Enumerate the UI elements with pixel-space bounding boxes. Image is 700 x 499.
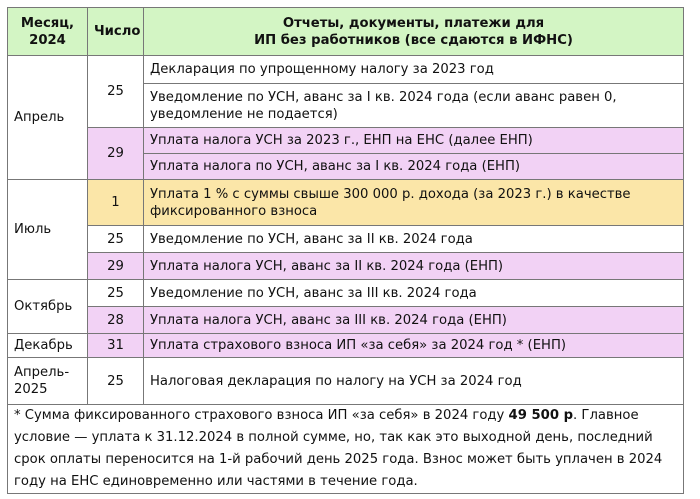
tax-calendar-table <box>7 7 684 494</box>
event-cell: Налоговая декларация по налогу на УСН за 2024 год <box>144 358 684 405</box>
table-row <box>8 226 684 253</box>
table-row <box>8 56 684 84</box>
description-column-header <box>144 8 684 56</box>
table-row <box>8 334 684 358</box>
event-cell: Уведомление по УСН, аванс за I кв. 2024 года (если аванс равен 0, уведомление не подается) <box>144 84 684 128</box>
footnote-text-end: . Главное условие — уплата к 31.12.2024 в полной сумме, но, так как это выходной день, последний срок оплаты переносится на 1-й рабочий день 2025 года. Взнос может быть уплачен в 2024 году на ЕНС единовременно или частями в течение года. <box>14 408 663 489</box>
event-cell: Декларация по упрощенному налогу за 2023 год <box>144 56 684 84</box>
event-cell: Уведомление по УСН, аванс за III кв. 2024 года <box>144 280 684 307</box>
event-cell: Уплата налога УСН, аванс за II кв. 2024 года (ЕНП) <box>144 253 684 280</box>
day-cell: 29 <box>88 128 144 180</box>
event-cell: Уплата 1 % с суммы свыше 300 000 р. дохода (за 2023 г.) в качестве фиксированного взноса <box>144 180 684 226</box>
day-cell: 25 <box>88 358 144 405</box>
footnote-row <box>8 405 684 494</box>
month-cell-december: Декабрь <box>8 334 88 358</box>
day-cell: 29 <box>88 253 144 280</box>
day-cell: 25 <box>88 226 144 253</box>
table-row <box>8 358 684 405</box>
month-column-header: Месяц, 2024 <box>8 8 88 56</box>
event-cell: Уплата налога по УСН, аванс за I кв. 2024 года (ЕНП) <box>144 154 684 180</box>
description-header-line-1: Отчеты, документы, платежи для <box>282 15 545 31</box>
footnote-text-start: * Сумма фиксированного страхового взноса ИП «за себя» в 2024 году <box>14 408 509 423</box>
table-row <box>8 307 684 334</box>
month-cell-april: Апрель <box>8 56 88 180</box>
event-cell: Уплата налога УСН, аванс за III кв. 2024 года (ЕНП) <box>144 307 684 334</box>
day-column-header: Число <box>88 8 144 56</box>
table-row <box>8 180 684 226</box>
day-cell: 31 <box>88 334 144 358</box>
description-header-line-2: ИП без работников (все сдаются в ИФНС) <box>254 32 573 48</box>
day-cell: 25 <box>88 56 144 128</box>
day-cell: 1 <box>88 180 144 226</box>
table-row <box>8 253 684 280</box>
event-cell: Уплата страхового взноса ИП «за себя» за 2024 год * (ЕНП) <box>144 334 684 358</box>
footnote-amount: 49 500 р <box>508 408 574 423</box>
table-row <box>8 128 684 154</box>
event-cell: Уведомление по УСН, аванс за II кв. 2024 года <box>144 226 684 253</box>
table-row <box>8 280 684 307</box>
footnote <box>8 405 684 494</box>
day-cell: 28 <box>88 307 144 334</box>
month-cell-july: Июль <box>8 180 88 280</box>
header-row <box>8 8 684 56</box>
event-cell: Уплата налога УСН за 2023 г., ЕНП на ЕНС (далее ЕНП) <box>144 128 684 154</box>
month-cell-october: Октябрь <box>8 280 88 334</box>
month-cell-april-2025: Апрель- 2025 <box>8 358 88 405</box>
day-cell: 25 <box>88 280 144 307</box>
